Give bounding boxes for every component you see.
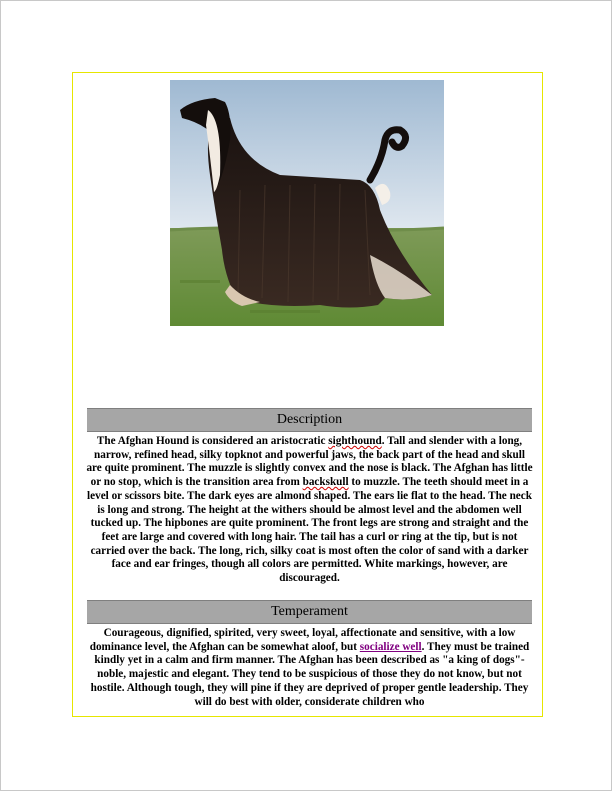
description-heading: Description [87,408,532,432]
afghan-hound-photo [170,80,444,326]
temperament-text-part-1: Courageous, dignified, spirited, very sweet, loyal, affectionate and sensitive, with a low dominance level, the Afghan can be somewhat aloof, but [89,627,516,653]
description-text-part-2: . Tall and slender with a long, narrow, refined head, silky topknot and powerful jaws, the back part of the head and skull are quite prominent. The muzzle is slightly convex and the nose is black. The Afghan has little or no stop, which is the transition area from [86,435,533,489]
spellcheck-word-sighthound[interactable]: sighthound [328,435,382,447]
content-frame [72,72,543,717]
temperament-text [85,627,534,715]
spellcheck-word-backskull[interactable]: backskull [302,476,349,489]
socialize-well-link[interactable]: socialize well [359,640,422,653]
temperament-heading: Temperament [87,600,532,624]
temperament-text-part-2: . They must be trained kindly yet in a calm and firm manner. The Afghan has been described as "a king of dogs"-noble, majestic and elegant. They tend to be suspicious of those they do not know, but not hostile. Although tough, they will pine if they are deprived of proper gentle leadership. They will do best with older, considerate children who [90,640,530,708]
description-text-part-1: The Afghan Hound is considered an aristocratic [96,435,329,447]
description-text [85,435,534,599]
description-text-part-3: to muzzle. The teeth should meet in a level or scissors bite. The dark eyes are almond shaped. The ears lie flat to the head. The neck is long and strong. The height at the withers should be almost level and the abdomen well tucked up. The hipbones are quite prominent. The front legs are strong and straight and the feet are large and covered with long hair. The tail has a curl or ring at the tip, but is not carried over the back. The long, rich, silky coat is most often the color of sand with a darker face and ear fringes, though all colors are permitted. White markings, however, are discouraged. [87,476,532,585]
